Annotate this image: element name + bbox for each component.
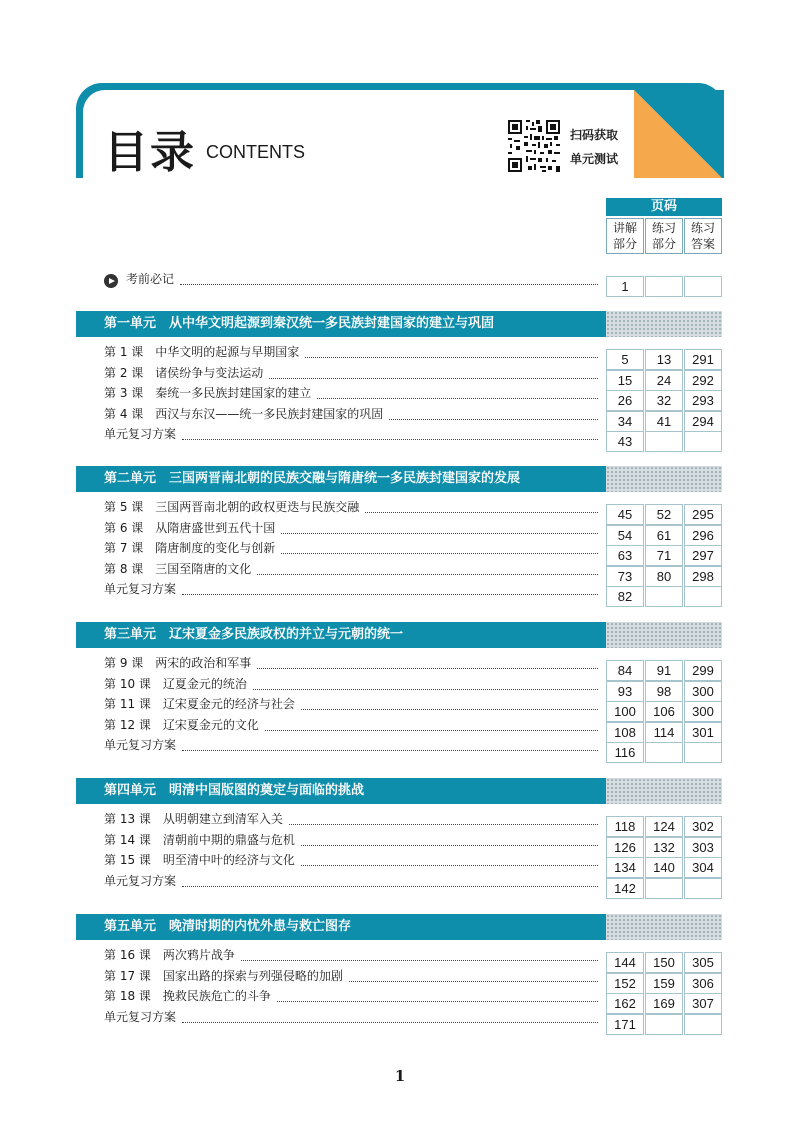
- dot-leader: [182, 739, 598, 751]
- dot-leader: [265, 719, 598, 731]
- page-box-lecture: 116: [606, 742, 644, 763]
- unit-heading[interactable]: 第二单元 三国两晋南北朝的民族交融与隋唐统一多民族封建国家的发展: [76, 466, 606, 492]
- page-box-practice: 98: [645, 681, 683, 702]
- page-box-answer: 302: [684, 816, 722, 837]
- page-box-lecture: 152: [606, 973, 644, 994]
- page-box-lecture: 144: [606, 952, 644, 973]
- page-number: 1: [394, 1067, 406, 1085]
- page-box-lecture: 45: [606, 504, 644, 525]
- toc-entry-text: 单元复习方案: [104, 582, 177, 596]
- page-box-practice: 150: [645, 952, 683, 973]
- toc-entry-text: 单元复习方案: [104, 427, 177, 441]
- page-col-practice: 练习 部分: [645, 218, 683, 254]
- page-box-answer: 300: [684, 701, 722, 722]
- dot-leader: [269, 367, 598, 379]
- dot-leader: [301, 854, 598, 866]
- dot-leader: [365, 501, 598, 513]
- unit-heading[interactable]: 第三单元 辽宋夏金多民族政权的并立与元朝的统一: [76, 622, 606, 648]
- page-box-lecture: 126: [606, 837, 644, 858]
- dot-leader: [180, 273, 598, 285]
- toc-entry-text: 第 8 课 三国至隋唐的文化: [104, 561, 252, 576]
- page-col-answers: 练习 答案: [684, 218, 722, 254]
- toc-entry-text: 第 9 课 两宋的政治和军事: [104, 656, 252, 670]
- dot-leader: [257, 657, 598, 669]
- page-box-lecture: 63: [606, 545, 644, 566]
- page-box-practice: [645, 586, 683, 607]
- toc-entry-text: 第 11 课 辽宋夏金元的经济与社会: [104, 697, 295, 711]
- page-box-lecture: 108: [606, 722, 644, 743]
- dot-leader: [277, 990, 598, 1002]
- page-box-practice: 106: [645, 701, 683, 722]
- page-box-lecture: 93: [606, 681, 644, 702]
- page-box-lecture: 1: [606, 276, 644, 297]
- toc-entry-text: 第 18 课 挽救民族危亡的斗争: [104, 989, 271, 1003]
- page-box-lecture: 134: [606, 857, 644, 878]
- unit-heading[interactable]: 第四单元 明清中国版图的奠定与面临的挑战: [76, 778, 606, 804]
- page-box-lecture: 162: [606, 993, 644, 1014]
- page-box-answer: 301: [684, 722, 722, 743]
- dot-leader: [182, 583, 598, 595]
- page-box-answer: 298: [684, 566, 722, 587]
- page-box-practice: 61: [645, 525, 683, 546]
- page-box-lecture: 26: [606, 390, 644, 411]
- toc-entry-text: 第 5 课 三国两晋南北朝的政权更迭与民族交融: [104, 500, 360, 514]
- page-code-header: 页码: [606, 198, 722, 216]
- page-box-answer: 297: [684, 545, 722, 566]
- page-box-practice: 159: [645, 973, 683, 994]
- dot-leader: [257, 563, 598, 575]
- play-bullet-icon: [104, 274, 118, 288]
- page-box-practice: 32: [645, 390, 683, 411]
- page-box-lecture: 15: [606, 370, 644, 391]
- toc-entry-text: 考前必记: [126, 272, 175, 286]
- unit-heading-pattern: [606, 778, 722, 804]
- page-box-practice: 41: [645, 411, 683, 432]
- page-box-answer: [684, 276, 722, 297]
- page-box-practice: [645, 742, 683, 763]
- unit-heading-pattern: [606, 311, 722, 337]
- page-box-practice: 140: [645, 857, 683, 878]
- page-box-practice: 132: [645, 837, 683, 858]
- toc-entry-text: 第 13 课 从明朝建立到清军入关: [104, 812, 283, 826]
- dot-leader: [182, 428, 598, 440]
- page-box-practice: 91: [645, 660, 683, 681]
- page-box-lecture: 43: [606, 431, 644, 452]
- unit-heading-pattern: [606, 914, 722, 940]
- toc-entry-text: 第 1 课 中华文明的起源与早期国家: [104, 345, 300, 359]
- page-box-lecture: 142: [606, 878, 644, 899]
- page-box-answer: 296: [684, 525, 722, 546]
- page-box-answer: 305: [684, 952, 722, 973]
- dot-leader: [301, 698, 598, 710]
- page-box-lecture: 54: [606, 525, 644, 546]
- page-box-answer: 295: [684, 504, 722, 525]
- page-box-lecture: 34: [606, 411, 644, 432]
- qr-caption-line-2: 单元测试: [570, 152, 619, 166]
- page-box-answer: 304: [684, 857, 722, 878]
- dot-leader: [305, 346, 598, 358]
- page-box-answer: [684, 1014, 722, 1035]
- toc-entry-text: 第 2 课 诸侯纷争与变法运动: [104, 365, 264, 380]
- page-box-practice: 71: [645, 545, 683, 566]
- page-box-practice: 114: [645, 722, 683, 743]
- unit-heading-pattern: [606, 466, 722, 492]
- page-title-english: CONTENTS: [206, 142, 305, 162]
- page-box-answer: 307: [684, 993, 722, 1014]
- toc-entry-text: 第 12 课 辽宋夏金元的文化: [104, 717, 259, 732]
- page-box-answer: [684, 878, 722, 899]
- page-box-practice: 52: [645, 504, 683, 525]
- dot-leader: [241, 949, 598, 961]
- page-box-lecture: 82: [606, 586, 644, 607]
- page-box-answer: 291: [684, 349, 722, 370]
- toc-entry-text: 第 3 课 秦统一多民族封建国家的建立: [104, 386, 312, 400]
- toc-entry-text: 第 15 课 明至清中叶的经济与文化: [104, 853, 295, 867]
- unit-heading[interactable]: 第一单元 从中华文明起源到秦汉统一多民族封建国家的建立与巩固: [76, 311, 606, 337]
- dot-leader: [281, 522, 598, 534]
- dot-leader: [253, 678, 598, 690]
- dot-leader: [349, 970, 598, 982]
- dot-leader: [389, 408, 598, 420]
- unit-heading[interactable]: 第五单元 晚清时期的内忧外患与救亡图存: [76, 914, 606, 940]
- page-box-practice: 124: [645, 816, 683, 837]
- dot-leader: [317, 387, 598, 399]
- page-box-answer: 306: [684, 973, 722, 994]
- page-box-answer: [684, 742, 722, 763]
- page-box-practice: [645, 431, 683, 452]
- page-box-answer: [684, 586, 722, 607]
- toc-entry-text: 单元复习方案: [104, 873, 177, 888]
- toc-entry-text: 单元复习方案: [104, 738, 177, 752]
- page-box-practice: 24: [645, 370, 683, 391]
- dot-leader: [182, 875, 598, 887]
- page-box-practice: 169: [645, 993, 683, 1014]
- page-box-lecture: 171: [606, 1014, 644, 1035]
- toc-entry-text: 第 7 课 隋唐制度的变化与创新: [104, 541, 276, 555]
- page-box-lecture: 73: [606, 566, 644, 587]
- dot-leader: [182, 1011, 598, 1023]
- toc-entry-text: 第 10 课 辽夏金元的统治: [104, 676, 247, 691]
- unit-heading-pattern: [606, 622, 722, 648]
- page-box-lecture: 100: [606, 701, 644, 722]
- page-box-answer: 293: [684, 390, 722, 411]
- toc-entry-text: 第 16 课 两次鸦片战争: [104, 948, 235, 962]
- page-box-answer: 294: [684, 411, 722, 432]
- toc-entry-text: 第 6 课 从隋唐盛世到五代十国: [104, 520, 276, 535]
- toc-entry-text: 单元复习方案: [104, 1009, 177, 1024]
- dot-leader: [281, 542, 598, 554]
- qr-code-icon[interactable]: [506, 118, 562, 174]
- page-box-practice: 80: [645, 566, 683, 587]
- page-box-practice: [645, 276, 683, 297]
- page-col-lecture: 讲解 部分: [606, 218, 644, 254]
- page-box-answer: 303: [684, 837, 722, 858]
- toc-entry-text: 第 4 课 西汉与东汉——统一多民族封建国家的巩固: [104, 406, 384, 421]
- page-box-answer: 299: [684, 660, 722, 681]
- page-box-lecture: 118: [606, 816, 644, 837]
- page-box-lecture: 5: [606, 349, 644, 370]
- toc-entry-text: 第 14 课 清朝前中期的鼎盛与危机: [104, 832, 295, 847]
- page-box-practice: 13: [645, 349, 683, 370]
- page-box-practice: [645, 878, 683, 899]
- dot-leader: [289, 813, 598, 825]
- page-box-answer: 300: [684, 681, 722, 702]
- dot-leader: [301, 834, 598, 846]
- page-box-lecture: 84: [606, 660, 644, 681]
- page-box-practice: [645, 1014, 683, 1035]
- toc-entry-text: 第 17 课 国家出路的探索与列强侵略的加剧: [104, 968, 343, 983]
- qr-caption-line-1: 扫码获取: [570, 128, 619, 142]
- page-box-answer: [684, 431, 722, 452]
- page-box-answer: 292: [684, 370, 722, 391]
- page-title: 目录: [104, 127, 196, 178]
